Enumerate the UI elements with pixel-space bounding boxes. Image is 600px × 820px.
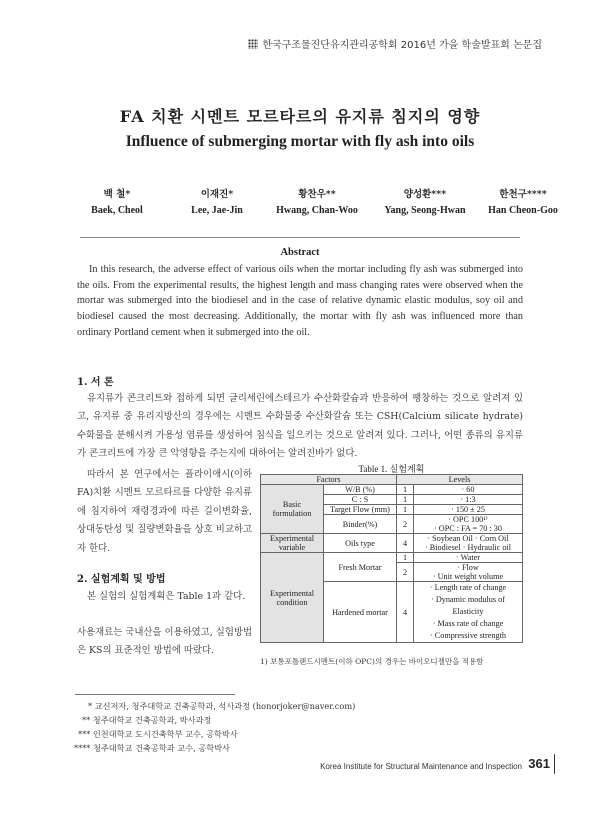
- footnote-2: ** 청주대학교 건축공학과, 박사과정: [82, 715, 212, 725]
- section-1-heading: 1. 서 론: [77, 377, 114, 388]
- author-name-en: Hwang, Chan-Woo: [276, 205, 358, 216]
- abstract-text: [77, 262, 523, 341]
- table-cell: 1: [397, 485, 414, 495]
- title-korean: FA 치환 시멘트 모르타르의 유지류 침지의 영향: [119, 107, 481, 126]
- table-cell: Binder(%): [324, 515, 397, 534]
- author-name-ko: 이재진*: [200, 189, 234, 200]
- table-cell: · 1:3: [414, 495, 523, 505]
- table-cell: Hardened mortar: [324, 582, 397, 643]
- section-1-paragraph-1: 유지류가 콘크리트와 접하게 되면 글리세린에스테르가 수산화칼슘과 반응하여 팽창하는 것으로 알려져 있고, 유지류 중 유리지방산의 경우에는 시멘트 수화물중 수산화칼슘 또는 CSH(Calcium silicate hydrate) 수화물을 분해시켜 가용성 염류를 생성하여 침식을 일으키는 것으로 알려져 있다. 그러나, 어떤 종류의 유지류가 콘크리트에 가장 큰 악영향을 주는지에 대하여는 알려진바가 없다.: [77, 393, 523, 460]
- author-name-ko: 양성환***: [403, 189, 447, 200]
- author-name-ko: 백 철*: [103, 189, 131, 200]
- author-2: [162, 187, 272, 219]
- author-5: [468, 187, 578, 219]
- table-cell: [414, 515, 523, 534]
- table-note: 1) 보통포틀랜드시멘트(이하 OPC)의 경우는 바이오디젤만을 적용함: [260, 657, 484, 666]
- footnote-divider: [75, 694, 235, 695]
- title-english: Influence of submerging mortar with fly ash into oils: [125, 133, 475, 150]
- table-cell-line: · OPC 100¹⁾: [448, 515, 488, 524]
- table-cell: 4: [397, 534, 414, 553]
- author-name-en: Han Cheon-Goo: [488, 205, 558, 216]
- table-cell: · 60: [414, 485, 523, 495]
- author-name-en: Yang, Seong-Hwan: [384, 205, 466, 216]
- table-cell: 4: [397, 582, 414, 643]
- table-header-levels: Levels: [397, 475, 523, 485]
- page-number: 361: [528, 756, 550, 771]
- table-cell: 1: [397, 553, 414, 563]
- author-name-ko: 황찬우**: [298, 189, 336, 200]
- section-2-paragraph-1: 본 실험의 실험계획은 Table 1과 같다.: [87, 591, 246, 602]
- table-cell: W/B (%): [324, 485, 397, 495]
- dot-grid-icon: [248, 39, 258, 49]
- table-cell: · 150 ± 25: [414, 505, 523, 515]
- table-cell: Fresh Mortar: [324, 553, 397, 582]
- table-cell: Oils type: [324, 534, 397, 553]
- footer-text: Korea Institute for Structural Maintenance and Inspection: [320, 762, 522, 771]
- footnote-4: **** 청주대학교 건축공학과 교수, 공학박사: [74, 743, 230, 753]
- table-cell: 1: [397, 505, 414, 515]
- footnote-3: *** 인천대학교 도시건축학부 교수, 공학박사: [78, 729, 238, 739]
- table-cell-line: · Unit weight volume: [432, 572, 504, 581]
- running-header: [248, 36, 542, 51]
- author-4: [370, 187, 480, 219]
- section-2-paragraph-2: 사용재료는 국내산을 이용하였고, 실험방법은 KS의 표준적인 방법에 따랐다.: [77, 627, 252, 657]
- author-name-en: Baek, Cheol: [91, 205, 143, 216]
- table-cell: [414, 563, 523, 582]
- table-header-factors: Factors: [261, 475, 397, 485]
- table-cell-line: · Biodiesel · Hydraulic oil: [425, 543, 511, 552]
- section-1-paragraph-2: 따라서 본 연구에서는 플라이애시(이하 FA)치환 시멘트 모르타르를 다양한 유지류에 침지하여 재령경과에 따른 길이변화율, 상대동탄성 및 질량변화율을 상호 비교하고자 한다.: [77, 469, 252, 554]
- table-cell-line: · Length rate of change: [429, 583, 507, 592]
- table-group-condition: Experimental condition: [261, 553, 324, 643]
- header-text: 한국구조물진단유지관리공학회 2016년 가을 학술발표회 논문집: [262, 40, 542, 51]
- table-cell: 2: [397, 563, 414, 582]
- table-cell: 2: [397, 515, 414, 534]
- abstract-heading: Abstract: [280, 247, 320, 258]
- experiment-plan-table: [260, 474, 523, 643]
- table-cell: [414, 582, 523, 643]
- author-name-ko: 한천구****: [499, 189, 547, 200]
- table-cell: · Water: [414, 553, 523, 563]
- divider: [80, 237, 520, 238]
- table-cell: 1: [397, 495, 414, 505]
- table-cell-line: · OPC : FA = 70 : 30: [434, 524, 502, 533]
- abstract-body: In this research, the adverse effect of various oils when the mortar including fly ash was submerged into the oils. From the experimental results, the highest length and mass changing rates were observed when the mortar was submerged into the biodiesel and in the case of relative dynamic elastic modulus, soy oil and biodiesel caused the most decreasing. Additionally, the mortar with fly ash was influenced more than ordinary Portland cement when it submerged into the oil.: [77, 264, 523, 338]
- table-cell: Target Flow (mm): [324, 505, 397, 515]
- table-cell-line: · Flow: [457, 563, 479, 572]
- table-group-basic: Basic formulation: [261, 485, 324, 534]
- section-2-heading: 2. 실험계획 및 방법: [77, 574, 166, 585]
- table-cell: C : S: [324, 495, 397, 505]
- table-caption: Table 1. 실험계획: [358, 464, 425, 474]
- table-cell-line: · Compressive strength: [430, 631, 506, 640]
- table-group-variable: Experimental variable: [261, 534, 324, 553]
- page-number-bar: [554, 754, 555, 774]
- author-name-en: Lee, Jae-Jin: [191, 205, 243, 216]
- author-3: [262, 187, 372, 219]
- table-cell-line: · Soybean Oil · Corn Oil: [427, 534, 509, 543]
- table-cell-line: · Mass rate of change: [432, 619, 504, 628]
- author-1: [62, 187, 172, 219]
- table-cell-line: · Dynamic modulus of Elasticity: [431, 595, 505, 616]
- footnote-1: * 교신저자, 청주대학교 건축공학과, 석사과정 (honorjoker@naver.com): [88, 701, 356, 711]
- table-cell: [414, 534, 523, 553]
